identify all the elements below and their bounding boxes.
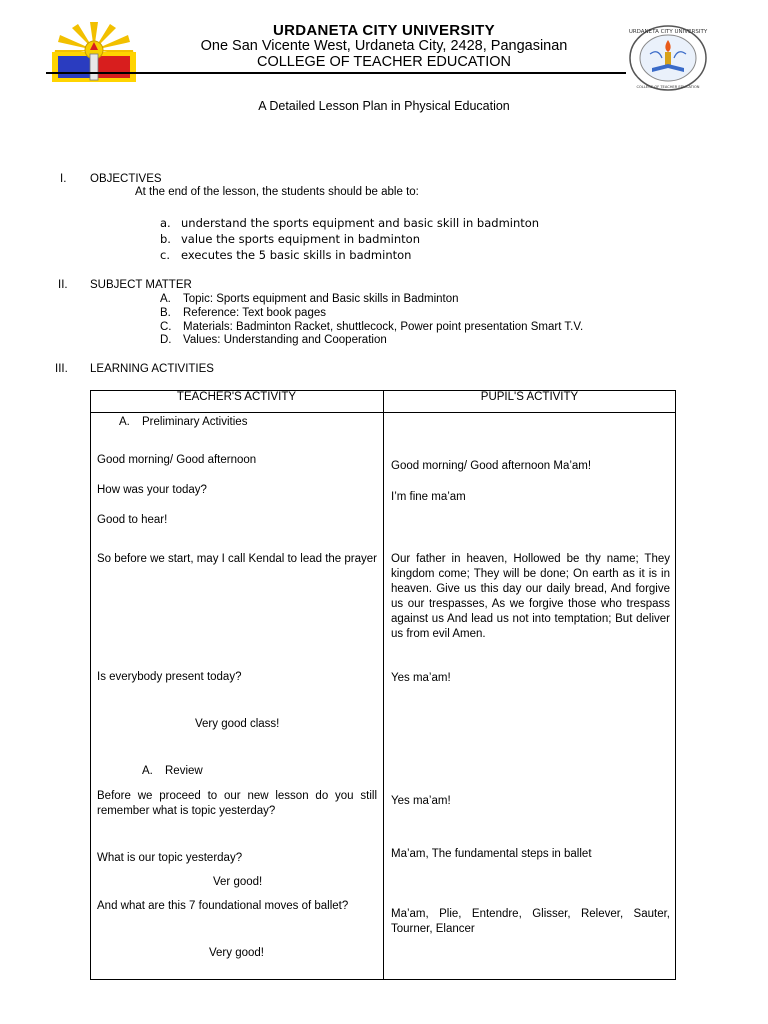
teacher-line: Good to hear! xyxy=(97,514,168,526)
teacher-line: So before we start, may I call Kendal to lead the prayer xyxy=(97,553,377,565)
seal-top-text: URDANETA CITY UNIVERSITY xyxy=(628,29,708,35)
subject-item: Reference: Text book pages xyxy=(183,307,326,319)
teacher-line: And what are this 7 foundational moves of ballet? xyxy=(97,900,349,912)
section-number: II. xyxy=(58,279,68,291)
teacher-review-letter: A. xyxy=(142,765,153,777)
teacher-line: Very good class! xyxy=(195,718,280,730)
header-rule xyxy=(46,72,626,74)
pupil-line: Good morning/ Good afternoon Ma’am! xyxy=(391,460,592,472)
section-heading-objectives: OBJECTIVES xyxy=(90,173,162,185)
section-heading-subject-matter: SUBJECT MATTER xyxy=(90,279,192,291)
college-name: COLLEGE OF TEACHER EDUCATION xyxy=(256,54,512,70)
teacher-line: Very good! xyxy=(209,947,264,959)
table-header-divider xyxy=(90,412,676,413)
pupil-line: Yes ma’am! xyxy=(391,672,451,684)
teacher-review-heading: Review xyxy=(165,765,203,777)
seal-bottom-text: COLLEGE OF TEACHER EDUCATION xyxy=(636,85,700,89)
section-number: III. xyxy=(55,363,68,375)
teacher-line: What is our topic yesterday? xyxy=(97,852,243,864)
pupil-line: Ma’am, The fundamental steps in ballet xyxy=(391,848,592,860)
pupil-line: Yes ma’am! xyxy=(391,795,451,807)
teacher-line: Before we proceed to our new lesson do you still remember what is topic yesterday? xyxy=(97,790,377,817)
objective-item: executes the 5 basic skills in badminton xyxy=(181,248,412,262)
teacher-prelim-letter: A. xyxy=(119,416,130,428)
teacher-line: How was your today? xyxy=(97,484,207,496)
subject-letter: C. xyxy=(160,321,172,333)
subject-item: Topic: Sports equipment and Basic skills in Badminton xyxy=(183,293,459,305)
teacher-activity-header: TEACHER'S ACTIVITY xyxy=(176,391,297,403)
section-number: I. xyxy=(60,173,67,185)
objective-letter: b. xyxy=(160,232,171,246)
teacher-line: Good morning/ Good afternoon xyxy=(97,454,257,466)
pupil-prayer: Our father in heaven, Hollowed be thy name; They kingdom come; They will be done; On earth as it is in heaven. Give us this day our daily bread, And forgive us our trespasses, As we forgive those who trespass against us And lead us not into temptation; But deliver us from evil Amen. xyxy=(391,553,670,640)
section-heading-learning-activities: LEARNING ACTIVITIES xyxy=(90,363,214,375)
teacher-line: Ver good! xyxy=(213,876,263,888)
university-name: URDANETA CITY UNIVERSITY xyxy=(273,22,495,39)
objective-letter: c. xyxy=(160,248,170,262)
table-column-divider xyxy=(383,390,384,980)
objective-item: understand the sports equipment and basic skill in badminton xyxy=(181,216,540,230)
pupil-line: I’m fine ma’am xyxy=(391,491,466,503)
objective-letter: a. xyxy=(160,216,171,230)
pupil-line: Ma’am, Plie, Entendre, Glisser, Relever, Sauter, Tourner, Elancer xyxy=(391,908,670,935)
teacher-line: Is everybody present today? xyxy=(97,671,242,683)
subject-item: Values: Understanding and Cooperation xyxy=(183,334,387,346)
teacher-prelim-heading: Preliminary Activities xyxy=(142,416,248,428)
subject-letter: B. xyxy=(160,307,171,319)
subject-letter: A. xyxy=(160,293,171,305)
pupil-activity-header: PUPIL'S ACTIVITY xyxy=(480,391,579,403)
university-address: One San Vicente West, Urdaneta City, 2428, Pangasinan xyxy=(200,38,568,54)
lesson-plan-title: A Detailed Lesson Plan in Physical Education xyxy=(258,99,510,113)
subject-letter: D. xyxy=(160,334,172,346)
objectives-intro: At the end of the lesson, the students should be able to: xyxy=(135,186,419,198)
subject-item: Materials: Badminton Racket, shuttlecock, Power point presentation Smart T.V. xyxy=(183,321,584,333)
objective-item: value the sports equipment in badminton xyxy=(181,232,421,246)
